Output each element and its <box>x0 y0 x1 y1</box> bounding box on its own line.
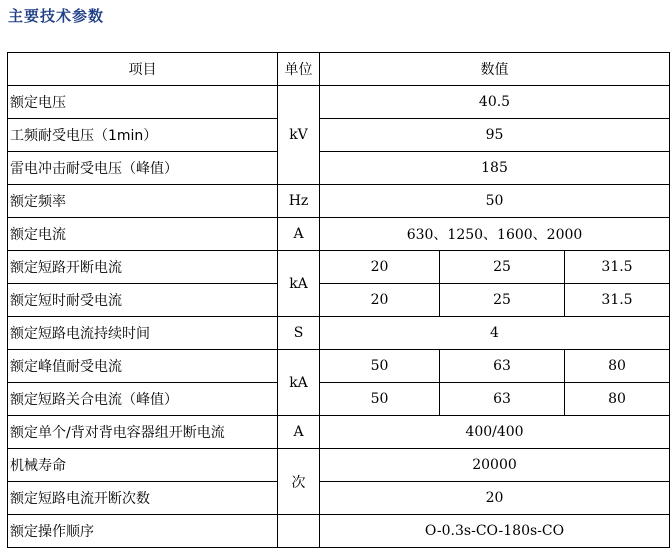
table-row <box>8 251 670 284</box>
row-unit: A <box>278 416 320 449</box>
table-row <box>8 86 670 119</box>
table-row <box>8 119 670 152</box>
row-item: 额定电流 <box>8 218 278 251</box>
row-value: 4 <box>320 317 670 350</box>
row-unit: Hz <box>278 185 320 218</box>
row-value: 95 <box>320 119 670 152</box>
row-value-2: 63 <box>440 350 565 383</box>
row-unit: kA <box>278 251 320 317</box>
row-unit: kV <box>278 86 320 185</box>
row-item: 雷电冲击耐受电压（峰值） <box>8 152 278 185</box>
row-unit: kA <box>278 350 320 416</box>
row-item: 额定短路关合电流（峰值） <box>8 383 278 416</box>
row-value: O-0.3s-CO-180s-CO <box>320 515 670 548</box>
row-item: 额定操作顺序 <box>8 515 278 548</box>
row-value-1: 20 <box>320 251 440 284</box>
table-row <box>8 449 670 482</box>
row-item: 工频耐受电压（1min） <box>8 119 278 152</box>
table-row <box>8 416 670 449</box>
table-row <box>8 350 670 383</box>
row-item: 额定短路电流持续时间 <box>8 317 278 350</box>
table-row <box>8 515 670 548</box>
table-row <box>8 284 670 317</box>
table-row <box>8 482 670 515</box>
header-unit: 单位 <box>278 53 320 86</box>
row-unit: 次 <box>278 449 320 515</box>
table-row <box>8 383 670 416</box>
row-unit-empty <box>278 515 320 548</box>
row-value: 20 <box>320 482 670 515</box>
row-value: 630、1250、1600、2000 <box>320 218 670 251</box>
section-title: 主要技术参数 <box>8 7 105 25</box>
row-item: 额定电压 <box>8 86 278 119</box>
row-item: 额定单个/背对背电容器组开断电流 <box>8 416 278 449</box>
spec-table <box>7 52 670 548</box>
row-item: 额定短路开断电流 <box>8 251 278 284</box>
row-value-3: 31.5 <box>565 251 670 284</box>
row-value-3: 80 <box>565 350 670 383</box>
header-item: 项目 <box>8 53 278 86</box>
row-value: 20000 <box>320 449 670 482</box>
table-row <box>8 152 670 185</box>
row-value: 40.5 <box>320 86 670 119</box>
row-value-1: 50 <box>320 350 440 383</box>
row-value-2: 25 <box>440 251 565 284</box>
row-unit: A <box>278 218 320 251</box>
row-item: 额定短路电流开断次数 <box>8 482 278 515</box>
table-row <box>8 218 670 251</box>
row-value-2: 63 <box>440 383 565 416</box>
row-value-3: 31.5 <box>565 284 670 317</box>
row-item: 机械寿命 <box>8 449 278 482</box>
row-value: 50 <box>320 185 670 218</box>
row-value-2: 25 <box>440 284 565 317</box>
row-item: 额定频率 <box>8 185 278 218</box>
table-header-row <box>8 53 670 86</box>
table-row <box>8 185 670 218</box>
row-unit: S <box>278 317 320 350</box>
row-value-1: 20 <box>320 284 440 317</box>
row-value: 185 <box>320 152 670 185</box>
row-item: 额定峰值耐受电流 <box>8 350 278 383</box>
row-value-1: 50 <box>320 383 440 416</box>
row-item: 额定短时耐受电流 <box>8 284 278 317</box>
header-value: 数值 <box>320 53 670 86</box>
row-value-3: 80 <box>565 383 670 416</box>
table-row <box>8 317 670 350</box>
row-value: 400/400 <box>320 416 670 449</box>
